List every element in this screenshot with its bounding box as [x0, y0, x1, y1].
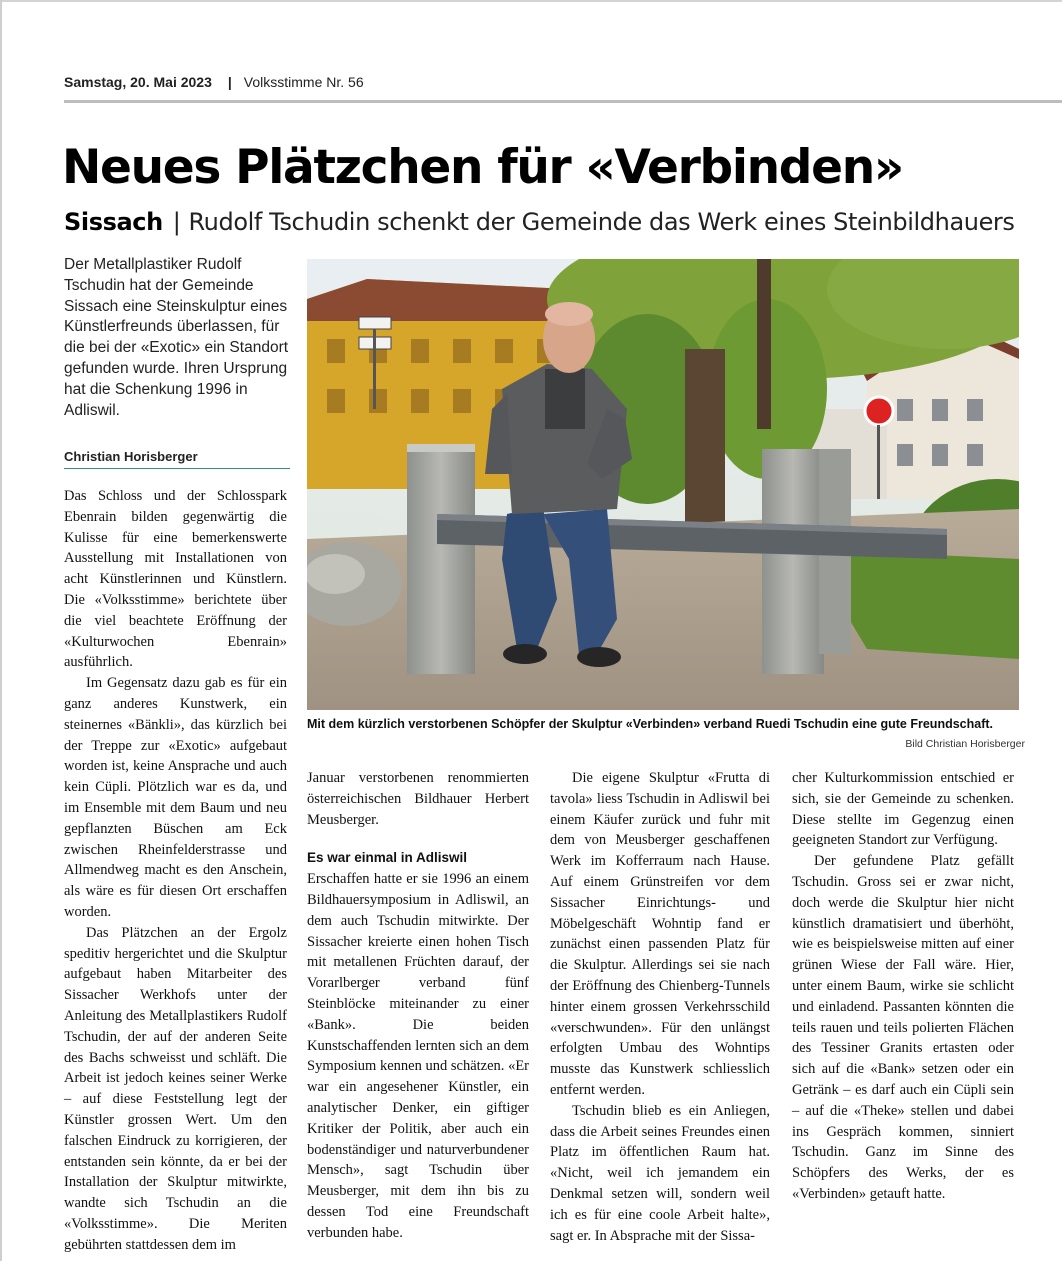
body-paragraph: cher Kulturkommission entschied er sich, sie der Gemeinde zu schenken. Diese stellte im Gegenzug einen geeigneten Standort zur Verfügung.	[792, 770, 1014, 849]
page-border-top	[0, 0, 1062, 2]
intertitle: Es war einmal in Adliswil	[307, 850, 468, 866]
subheadline-text: Rudolf Tschudin schenkt der Gemeinde das Werk eines Steinbildhauers	[188, 208, 1015, 236]
body-paragraph: Das Schloss und der Schlosspark Ebenrain bilden gegenwärtig die Kulisse für eine bemerkenswerte Ausstellung mit Installationen von acht Künstlerinnen und Künstlern. Die «Volksstimme» berichtete über die viel beachtete Eröffnung der «Kulturwochen Ebenrain» ausführlich.	[64, 488, 287, 671]
article-column-1	[64, 486, 287, 1255]
publication-name: Volksstimme Nr. 56	[243, 74, 364, 90]
photo-credit: Bild Christian Horisberger	[905, 738, 1025, 750]
article-column-4	[792, 768, 1014, 1205]
body-paragraph: Tschudin blieb es ein Anliegen, dass die Arbeit seines Freundes einen Platz im öffentlichen Raum hat. «Nicht, weil ich jemandem ein Denkmal setzen will, sondern weil ich es für eine coole Arbeit halte», sagt er. In Absprache mit der Sissa-	[550, 1102, 770, 1244]
subheadline	[64, 208, 1015, 236]
article-column-3	[550, 768, 770, 1246]
header-separator: |	[227, 74, 232, 90]
headline: Neues Plätzchen für «Verbinden»	[62, 140, 903, 195]
body-paragraph: Die eigene Skulptur «Frutta di tavola» liess Tschudin in Adliswil bei einem Käufer zurück und fuhr mit dem von Meusberger geschaffenen Werk im Kofferraum nach Hause. Auf einem Grünstreifen vor dem Sissacher Einrichtungs- und Möbelgeschäft Wohntip fand er zunächst einen passenden Platz für die Skulptur. Allerdings sei sie nach der Eröffnung des Chienberg-Tunnels hinter einem grossen Verkehrsschild «verschwunden». Für den unlängst erfolgten Umbau des Wohntips musste das Kunstwerk schliesslich entfernt werden.	[550, 770, 770, 1098]
issue-date: Samstag, 20. Mai 2023	[64, 74, 212, 90]
sculpture-bench-photo	[307, 259, 1019, 710]
article-photo	[307, 259, 1019, 710]
author-byline: Christian Horisberger	[64, 449, 290, 469]
header-rule	[64, 100, 1062, 103]
body-paragraph: Im Gegensatz dazu gab es für ein ganz anderes Kunstwerk, ein steinernes «Bänkli», das kürzlich bei der Treppe zur «Exotic» aufgebaut worden ist, keine Ansprache und auch kein Cüpli. Plötzlich war es da, und im Ensemble mit dem Baum und neu gepflanzten Büschen am Eck zwischen Rheinfelderstrasse und Allmendweg macht es den Anschein, als wäre es für diesen Ort erschaffen worden.	[64, 675, 287, 920]
page-header	[64, 74, 364, 90]
article-column-2	[307, 768, 529, 1244]
body-paragraph: Januar verstorbenen renommierten österreichischen Bildhauer Herbert Meusberger.	[307, 770, 529, 828]
body-paragraph: Der gefundene Platz gefällt Tschudin. Gross sei er zwar nicht, doch werde die Skulptur hier nicht künstlich dramatisiert und überhöht, wie es beispielsweise mitten auf einer grünen Wiese der Fall wäre. Hier, unter einem Baum, wirke sie schlicht und einladend. Passanten könnten die teils rauen und teils polierten Flächen des Tessiner Granits ertasten oder sich auf die «Bank» setzen oder ein Getränk – es darf auch ein Cüpli sein – auf die «Theke» stellen und dabei ins Gespräch kommen, sinniert Tschudin. Ganz im Sinne des Schöpfers des Werks, der es «Verbinden» getauft hatte.	[792, 853, 1014, 1202]
body-paragraph: Erschaffen hatte er sie 1996 an einem Bildhauersymposium in Adliswil, an dem auch Tschudin mitwirkte. Der Sissacher kreierte einen hohen Tisch mit metallenen Früchten darauf, der Vorarlberger verband fünf Steinblöcke miteinander zu einer «Bank». Die beiden Kunstschaffenden lernten sich an dem Symposium kennen und schätzen. «Er war ein angesehener Künstler, ein analytischer Denker, ein giftiger Kritiker der Politik, aber auch ein bodenständiger und naturverbundener Mensch», sagt Tschudin über Meusberger, mit dem ihn bis zu dessen Tod eine Freundschaft verbunden habe.	[307, 871, 529, 1241]
photo-caption: Mit dem kürzlich verstorbenen Schöpfer der Skulptur «Verbinden» verband Ruedi Tschudin eine gute Freundschaft.	[307, 717, 994, 731]
subhead-separator: |	[172, 208, 181, 236]
dateline-location: Sissach	[64, 208, 163, 236]
body-paragraph: Das Plätzchen an der Ergolz speditiv hergerichtet und die Skulptur aufgebaut haben Mitarbeiter des Sissacher Werkhofs unter der Anleitung des Metallplastikers Rudolf Tschudin, der auf der anderen Seite des Bachs schweisst und schläft. Die Arbeit ist jedoch keines seiner Werke – auf diese Feststellung legt der Künstler grossen Wert. Um den falschen Eindruck zu korrigieren, der entstanden sein könnte, da er bei der Installation der Skulptur mitwirkte, wandte sich Tschudin an die «Volksstimme». Die Meriten gebührten stattdessen dem im	[64, 924, 287, 1253]
page-border-left	[0, 0, 2, 1261]
lead-paragraph: Der Metallplastiker Rudolf Tschudin hat der Gemeinde Sissach eine Steinskulptur eines Künstlerfreunds überlassen, für die bei der «Exotic» ein Standort gefunden wurde. Ihren Ursprung hat die Schenkung 1996 in Adliswil.	[64, 256, 289, 419]
